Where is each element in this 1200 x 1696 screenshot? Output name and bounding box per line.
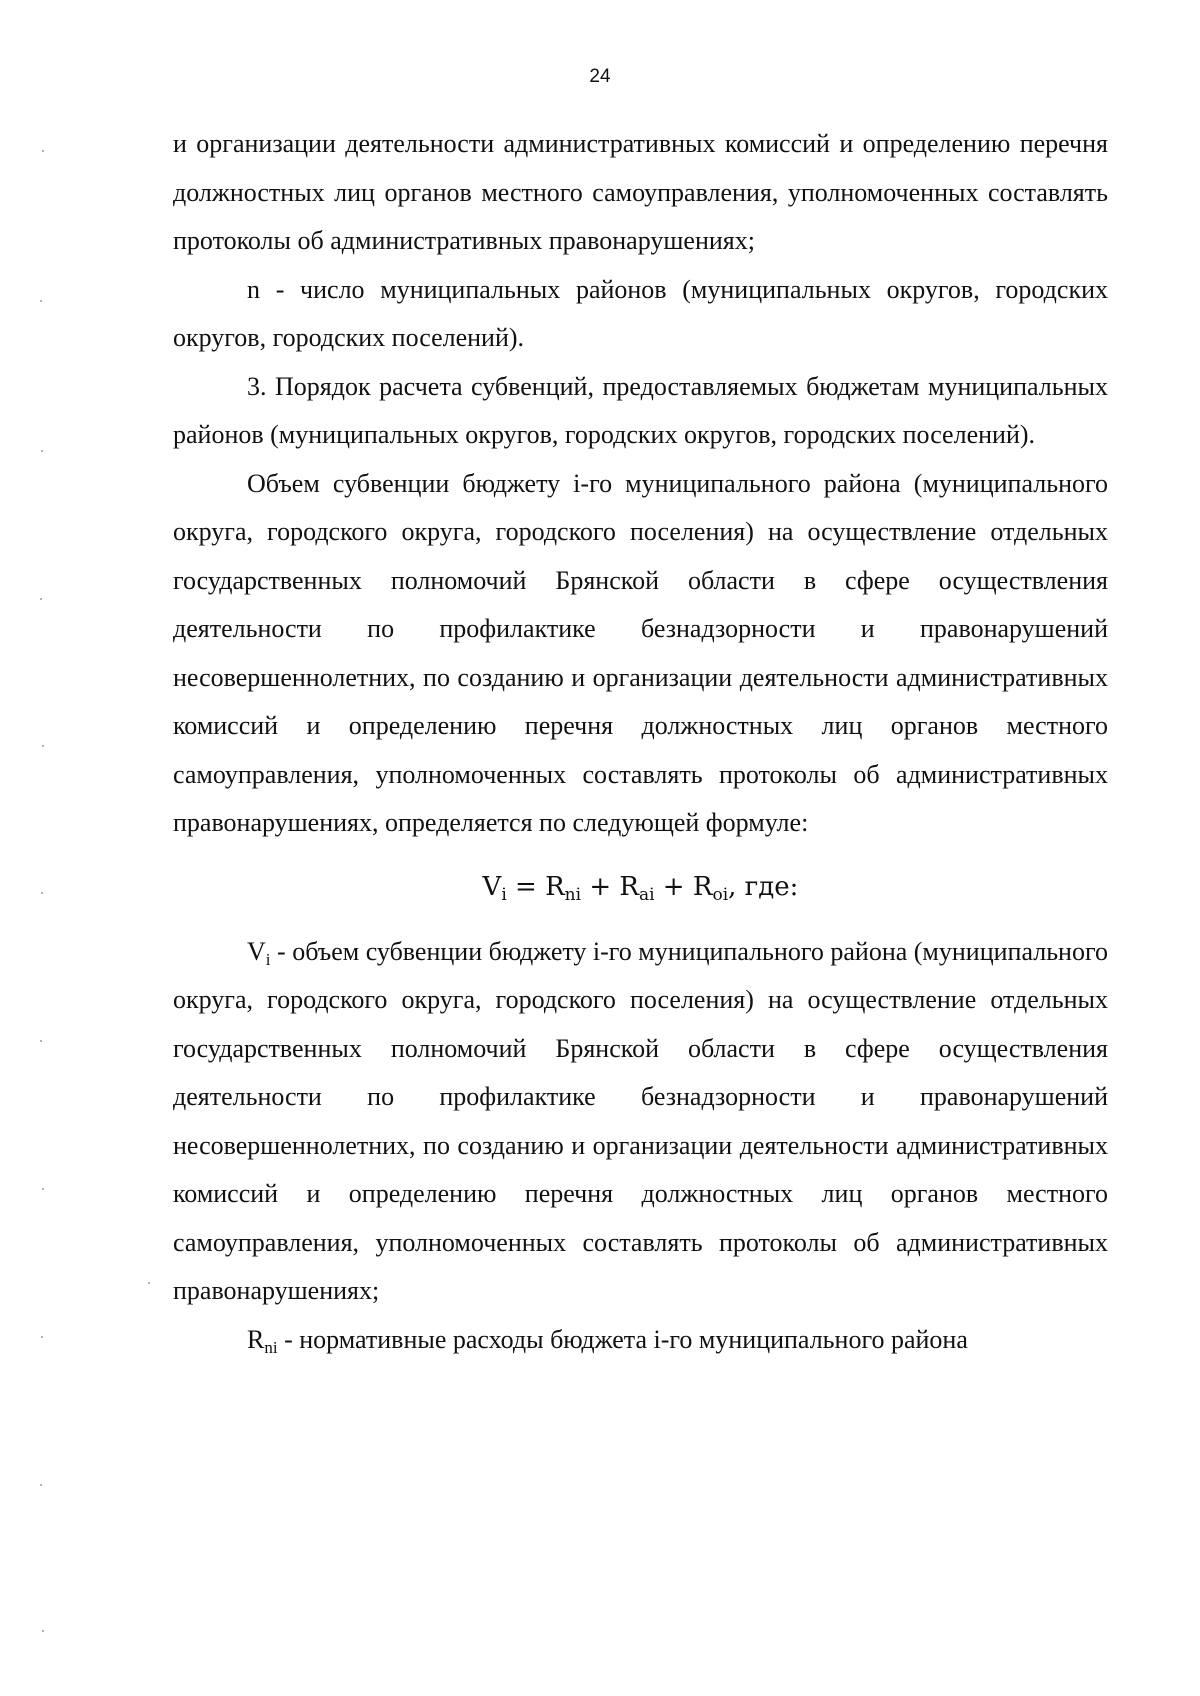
formula (173, 862, 1108, 912)
formula-tail: , где: (728, 871, 799, 902)
formula-r-ai-subscript: ai (638, 884, 655, 905)
scan-speck (40, 1040, 42, 1042)
vi-symbol-subscript: i (265, 949, 271, 969)
formula-r-ai: R (619, 871, 639, 902)
scan-speck (42, 745, 44, 747)
paragraph-subvention-volume: Объем субвенции бюджету i-го муниципального района (муниципального округа, городского округа, городского поселения) на осуществление отдельных государственных полномочий Брянской области в сфере осуществления деятельности по профилактике безнадзорности и правонарушений несовершеннолетних, по созданию и организации деятельности административных комиссий и определению перечня должностных лиц органов местного самоуправления, уполномоченных составлять протоколы об административных правонарушениях, определяется по следующей формуле: (173, 468, 1108, 837)
scan-speck (41, 1336, 43, 1338)
vi-definition-text: - объем субвенции бюджету i-го муниципального района (муниципального округа, городского округа, городского поселения) на осуществление отдельных государственных полномочий Брянской области в сфере осуществления деятельности по профилактике безнадзорности и правонарушений несовершеннолетних, по созданию и организации деятельности административных комиссий и определению перечня должностных лиц органов местного самоуправления, уполномоченных составлять протоколы об административных правонарушениях; (173, 936, 1108, 1305)
paragraph-continuation: и организации деятельности административных комиссий и определению перечня должностных лиц органов местного самоуправления, уполномоченных составлять протоколы об административных правонарушениях; (173, 129, 1108, 255)
scan-speck (40, 1484, 42, 1486)
formula-plus-2: + (654, 871, 693, 902)
scan-speck (42, 1630, 44, 1632)
scan-speck (41, 450, 43, 452)
formula-equals: = (506, 871, 546, 902)
scan-speck (40, 598, 42, 600)
formula-v-subscript: i (501, 884, 507, 905)
paragraph-vi-definition (173, 928, 1108, 1316)
rni-definition-text: - нормативные расходы бюджета i-го муниципального района (277, 1324, 968, 1354)
formula-plus-1: + (581, 871, 620, 902)
scan-speck (42, 1188, 44, 1190)
page-number: 24 (589, 66, 611, 87)
rni-symbol-subscript: ni (264, 1337, 278, 1357)
formula-r-oi: R (692, 871, 713, 902)
document-body (173, 120, 1108, 1364)
rni-symbol: R (247, 1324, 265, 1354)
formula-r-oi-subscript: oi (712, 884, 729, 905)
formula-r-ni-subscript: ni (564, 884, 582, 905)
scan-speck (41, 892, 43, 894)
paragraph-section-3-heading: 3. Порядок расчета субвенций, предоставляемых бюджетам муниципальных районов (муниципальных округов, городских округов, городских поселений). (173, 371, 1108, 449)
scan-speck (148, 1282, 150, 1284)
formula-r-ni: R (545, 871, 565, 902)
scan-speck (40, 300, 42, 302)
vi-symbol: V (247, 936, 266, 966)
formula-v: V (482, 871, 502, 902)
paragraph-rni-definition (173, 1316, 1108, 1365)
paragraph-n-definition: n - число муниципальных районов (муниципальных округов, городских округов, городских поселений). (173, 274, 1108, 352)
scan-speck (42, 150, 44, 152)
